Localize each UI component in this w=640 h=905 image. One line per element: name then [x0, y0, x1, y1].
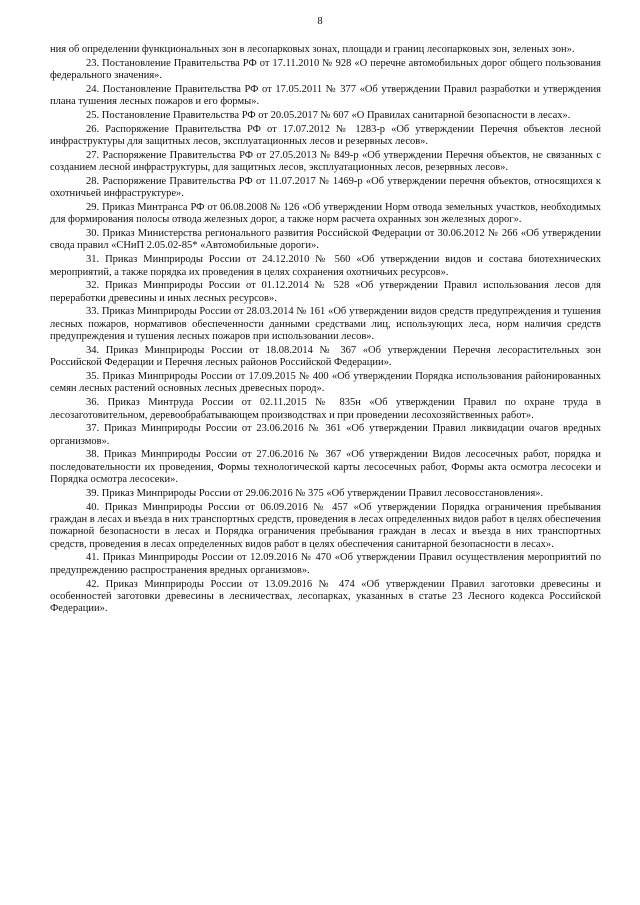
list-item: 35. Приказ Минприроды России от 17.09.2015 № 400 «Об утверждении Порядка использования районированных семян лесных растений основных лесных древесных пород». [50, 371, 601, 395]
list-item: 28. Распоряжение Правительства РФ от 11.07.2017 № 1469-р «Об утверждении перечня объектов, относящихся к охотничьей инфраструктуре». [50, 175, 601, 200]
list-item: 26. Распоряжение Правительства РФ от 17.07.2012 № 1283-р «Об утверждении Перечня объектов лесной инфраструктуры для защитных лесов, эксплуатационных лесов и резервных лесов». [50, 123, 601, 148]
list-item: 42. Приказ Минприроды России от 13.09.2016 № 474 «Об утверждении Правил заготовки древесины и особенностей заготовки древесины в лесничествах, лесопарках, указанных в статье 23 Лесного кодекса Российской Федерации». [50, 578, 601, 615]
list-item: 32. Приказ Минприроды России от 01.12.2014 № 528 «Об утверждении Правил использования лесов для переработки древесины и иных лесных ресурсов». [50, 280, 601, 304]
list-item: 39. Приказ Минприроды России от 29.06.2016 № 375 «Об утверждении Правил лесовосстановления». [86, 487, 544, 499]
list-item: 41. Приказ Минприроды России от 12.09.2016 № 470 «Об утверждении Правил осуществления мероприятий по предупреждению распространения вредных организмов». [50, 552, 601, 576]
list-item: 38. Приказ Минприроды России от 27.06.2016 № 367 «Об утверждении Видов лесосечных работ, порядка и последовательности их проведения, Формы технологической карты лесосечных работ, Формы акта осмотра лесосеки и Порядка осмотра лесосеки». [50, 449, 601, 486]
list-item: 25. Постановление Правительства РФ от 20.05.2017 № 607 «О Правилах санитарной безопасности в лесах». [86, 109, 571, 121]
list-item: 27. Распоряжение Правительства РФ от 27.05.2013 № 849-р «Об утверждении Перечня объектов, не связанных с созданием лесной инфраструктуры, для защитных лесов, эксплуатационных лесов, резервных лесов». [50, 149, 601, 174]
list-item: 37. Приказ Минприроды России от 23.06.2016 № 361 «Об утверждении Правил ликвидации очагов вредных организмов». [50, 423, 601, 447]
list-item: 23. Постановление Правительства РФ от 17.11.2010 № 928 «О перечне автомобильных дорог общего пользования федерального значения». [50, 57, 601, 82]
list-item: 36. Приказ Минтруда России от 02.11.2015 № 835н «Об утверждении Правил по охране труда в лесозаготовительном, деревообрабатывающем производствах и при проведении лесохозяйственных работ». [50, 397, 601, 421]
list-item: 40. Приказ Минприроды России от 06.09.2016 № 457 «Об утверждении Порядка ограничения пребывания граждан в лесах и въезда в них транспортных средств, проведения в лесах определенных видов работ в целях обеспечения пожарной безопасности в лесах и Порядка ограничения пребывания граждан в лесах и въезда в них транспортных средств, проведения в лесах определенных видов работ в целях обеспечения санитарной безопасности в лесах». [50, 501, 601, 550]
list-item: 31. Приказ Минприроды России от 24.12.2010 № 560 «Об утверждении видов и состава биотехнических мероприятий, а также порядка их проведения в целях сохранения охотничьих ресурсов». [50, 254, 601, 278]
list-item: 29. Приказ Минтранса РФ от 06.08.2008 № 126 «Об утверждении Норм отвода земельных участков, необходимых для формирования полосы отвода железных дорог, а также норм расчета охранных зон железных дорог». [50, 201, 601, 226]
page-number: 8 [317, 16, 323, 27]
document-body [50, 44, 601, 616]
list-item: 34. Приказ Минприроды России от 18.08.2014 № 367 «Об утверждении Перечня лесорастительных зон Российской Федерации и Перечня лесных районов Российской Федерации». [50, 344, 601, 369]
list-item: 33. Приказ Минприроды России от 28.03.2014 № 161 «Об утверждении видов средств предупреждения и тушения лесных пожаров, нормативов обеспеченности данными средствами лиц, использующих леса, норм наличия средств предупреждения и тушения лесных пожаров при использовании лесов». [50, 306, 601, 343]
list-item: 24. Постановление Правительства РФ от 17.05.2011 № 377 «Об утверждении Правил разработки и утверждения плана тушения лесных пожаров и его формы». [50, 83, 601, 108]
list-item: 30. Приказ Министерства регионального развития Российской Федерации от 30.06.2012 № 266 «Об утверждении свода правил «СНиП 2.05.02-85* «Автомобильные дороги». [50, 228, 601, 252]
intro-continuation: ния об определении функциональных зон в лесопарковых зонах, площади и границ лесопарковых зон, зеленых зон». [50, 44, 575, 55]
